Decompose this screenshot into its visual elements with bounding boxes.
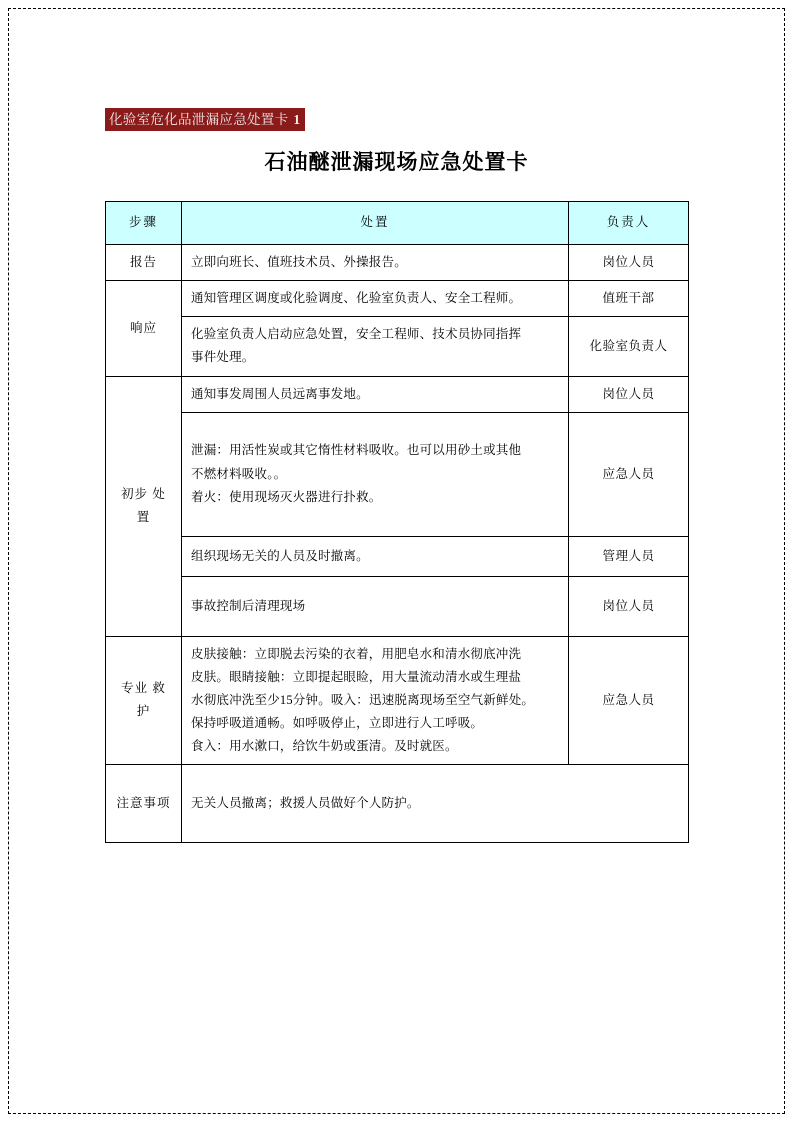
step-notes: 注意事项 <box>106 765 182 843</box>
table-row <box>106 412 689 536</box>
table-row <box>106 536 689 576</box>
action-report <box>182 245 569 281</box>
action-line: 无关人员撤离；救援人员做好个人防护。 <box>191 796 420 811</box>
action-line: 泄漏：用活性炭或其它惰性材料吸收。也可以用砂土或其他 <box>191 443 522 458</box>
responsible-initial-2: 应急人员 <box>569 412 689 536</box>
action-line: 事故控制后清理现场 <box>191 598 306 613</box>
step-label-line: 救护 <box>136 681 166 719</box>
step-report: 报告 <box>106 245 182 281</box>
table-row <box>106 636 689 765</box>
table-row <box>106 576 689 636</box>
table-row <box>106 765 689 843</box>
header-action: 处置 <box>182 202 569 245</box>
responsible-response-2: 化验室负责人 <box>569 317 689 376</box>
action-response-2 <box>182 317 569 376</box>
responsible-report: 岗位人员 <box>569 245 689 281</box>
banner-number: 1 <box>293 112 301 127</box>
action-initial-1 <box>182 376 569 412</box>
responsible-initial-1: 岗位人员 <box>569 376 689 412</box>
action-line: 化验室负责人启动应急处置，安全工程师、技术员协同指挥 <box>191 327 522 342</box>
action-line: 皮肤。眼睛接触：立即提起眼睑，用大量流动清水或生理盐 <box>191 669 522 684</box>
action-line: 保持呼吸道通畅。如呼吸停止，立即进行人工呼吸。 <box>191 716 484 730</box>
step-response: 响应 <box>106 281 182 376</box>
step-label-line: 初步 <box>121 486 149 501</box>
responsible-initial-4: 岗位人员 <box>569 576 689 636</box>
action-line: 水彻底冲洗至少15分钟。吸入：迅速脱离现场至空气新鲜处。 <box>191 692 535 707</box>
card-category-banner <box>105 108 305 131</box>
table-row <box>106 317 689 376</box>
document-content <box>105 0 688 843</box>
step-professional-rescue <box>106 636 182 765</box>
action-line: 立即向班长、值班技术员、外操报告。 <box>191 255 407 269</box>
action-line: 食入：用水漱口，给饮牛奶或蛋清。及时就医。 <box>191 739 458 754</box>
table-row <box>106 245 689 281</box>
action-initial-3 <box>182 536 569 576</box>
action-line: 事件处理。 <box>191 350 255 365</box>
action-professional-rescue <box>182 636 569 765</box>
action-notes <box>182 765 689 843</box>
step-label-line: 处置 <box>136 486 166 525</box>
action-line: 组织现场无关的人员及时撤离。 <box>191 548 369 563</box>
table-row <box>106 281 689 317</box>
banner-row <box>105 108 688 130</box>
action-initial-2 <box>182 412 569 536</box>
step-initial-disposal <box>106 376 182 636</box>
action-line: 着火：使用现场灭火器进行扑救。 <box>191 489 382 504</box>
table-header-row <box>106 202 689 245</box>
header-responsible: 负责人 <box>569 202 689 245</box>
banner-label: 化验室危化品泄漏应急处置卡 <box>109 112 289 127</box>
responsible-professional-rescue: 应急人员 <box>569 636 689 765</box>
action-initial-4 <box>182 576 569 636</box>
emergency-disposal-table <box>105 201 689 843</box>
action-line: 皮肤接触：立即脱去污染的衣着，用肥皂水和清水彻底冲洗 <box>191 646 522 661</box>
action-line: 通知事发周围人员远离事发地。 <box>191 386 369 401</box>
step-label-line: 专业 <box>121 681 149 696</box>
action-line: 通知管理区调度或化验调度、化验室负责人、安全工程师。 <box>191 291 522 306</box>
page-title: 石油醚泄漏现场应急处置卡 <box>264 150 529 174</box>
responsible-initial-3: 管理人员 <box>569 536 689 576</box>
responsible-response-1: 值班干部 <box>569 281 689 317</box>
table-row <box>106 376 689 412</box>
header-step: 步骤 <box>106 202 182 245</box>
action-response-1 <box>182 281 569 317</box>
action-line: 不燃材料吸收。。 <box>191 466 287 481</box>
